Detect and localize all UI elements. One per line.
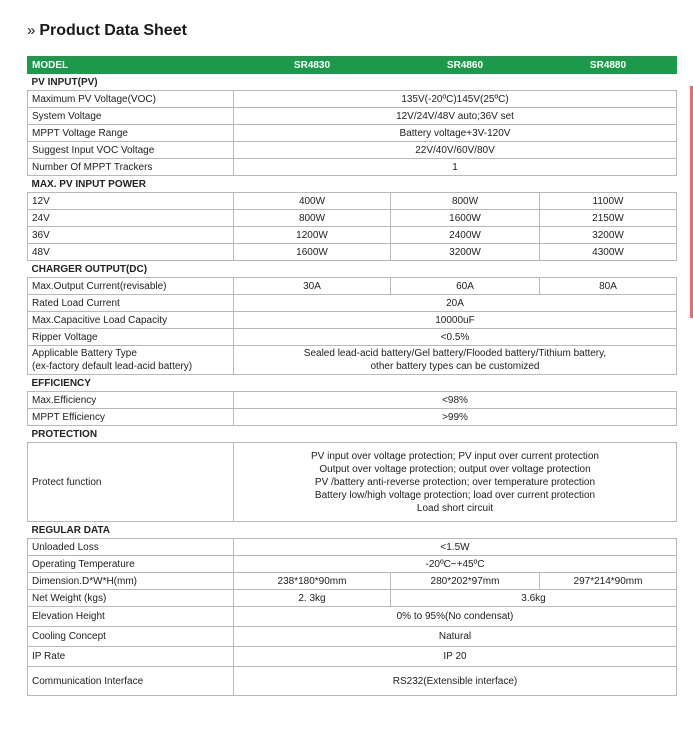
table-row — [28, 244, 677, 261]
table-row — [28, 392, 677, 409]
header-model: SR4830 — [234, 57, 391, 74]
row-value: Battery voltage+3V-120V — [234, 125, 677, 142]
row-value: -20ºC~+45ºC — [234, 556, 677, 573]
section-header-row — [28, 522, 677, 539]
row-value — [234, 346, 677, 375]
row-label: 12V — [28, 193, 234, 210]
row-label: Number Of MPPT Trackers — [28, 159, 234, 176]
row-label: Max.Efficiency — [28, 392, 234, 409]
section-header-row — [28, 375, 677, 392]
section-title: REGULAR DATA — [28, 522, 677, 539]
battery-type-value-line: other battery types can be customized — [370, 361, 540, 372]
table-row — [28, 108, 677, 125]
table-row — [28, 647, 677, 667]
row-value: 1600W — [234, 244, 391, 261]
table-row — [28, 443, 677, 522]
row-value: 280*202*97mm — [391, 573, 540, 590]
table-row — [28, 346, 677, 375]
section-header-row — [28, 74, 677, 91]
table-row — [28, 125, 677, 142]
row-value: 60A — [391, 278, 540, 295]
row-value: 297*214*90mm — [540, 573, 677, 590]
chevron-right-icon: » — [27, 22, 36, 39]
section-title: PV INPUT(PV) — [28, 74, 677, 91]
row-value: 2. 3kg — [234, 590, 391, 607]
section-header-row — [28, 426, 677, 443]
protection-line: Output over voltage protection; output over voltage protection — [319, 463, 591, 475]
table-row — [28, 142, 677, 159]
row-label: Max.Capacitive Load Capacity — [28, 312, 234, 329]
table-row — [28, 193, 677, 210]
table-row — [28, 210, 677, 227]
row-label: Max.Output Current(revisable) — [28, 278, 234, 295]
row-value: 800W — [391, 193, 540, 210]
table-row — [28, 556, 677, 573]
table-row — [28, 329, 677, 346]
table-row — [28, 590, 677, 607]
protection-line: Load short circuit — [416, 502, 494, 514]
row-label: Operating Temperature — [28, 556, 234, 573]
row-label: IP Rate — [28, 647, 234, 667]
row-label: Communication Interface — [28, 667, 234, 696]
row-value: IP 20 — [234, 647, 677, 667]
row-label: Protect function — [28, 443, 234, 522]
battery-type-label-line: Applicable Battery Type — [32, 348, 137, 359]
row-value: 1100W — [540, 193, 677, 210]
table-row — [28, 91, 677, 108]
row-value: 1600W — [391, 210, 540, 227]
battery-type-value-line: Sealed lead-acid battery/Gel battery/Flooded battery/Tithium battery, — [303, 348, 607, 359]
table-row — [28, 295, 677, 312]
row-label: Net Weight (kgs) — [28, 590, 234, 607]
section-title: EFFICIENCY — [28, 375, 677, 392]
row-value: <0.5% — [234, 329, 677, 346]
row-value: 4300W — [540, 244, 677, 261]
row-label: Unloaded Loss — [28, 539, 234, 556]
row-label: MPPT Voltage Range — [28, 125, 234, 142]
row-value: 20A — [234, 295, 677, 312]
row-label: MPPT Efficiency — [28, 409, 234, 426]
row-value: 135V(-20ºC)145V(25ºC) — [234, 91, 677, 108]
row-label: Ripper Voltage — [28, 329, 234, 346]
section-header-row — [28, 261, 677, 278]
protection-line: PV input over voltage protection; PV input over current protection — [311, 450, 599, 462]
row-label: Dimension.D*W*H(mm) — [28, 573, 234, 590]
table-row — [28, 607, 677, 627]
row-value: 800W — [234, 210, 391, 227]
header-model-label: MODEL — [28, 57, 234, 74]
row-value: 80A — [540, 278, 677, 295]
row-value: RS232(Extensible interface) — [234, 667, 677, 696]
row-value: 3200W — [391, 244, 540, 261]
row-value: 2400W — [391, 227, 540, 244]
table-row — [28, 627, 677, 647]
header-model: SR4880 — [540, 57, 677, 74]
row-value: 3.6kg — [391, 590, 677, 607]
row-value: 238*180*90mm — [234, 573, 391, 590]
section-title: MAX. PV INPUT POWER — [28, 176, 677, 193]
row-label: System Voltage — [28, 108, 234, 125]
product-data-table — [27, 56, 677, 696]
row-label: Maximum PV Voltage(VOC) — [28, 91, 234, 108]
row-value: 3200W — [540, 227, 677, 244]
table-row — [28, 278, 677, 295]
row-label: 48V — [28, 244, 234, 261]
row-label: Cooling Concept — [28, 627, 234, 647]
row-value: 1200W — [234, 227, 391, 244]
header-model: SR4860 — [391, 57, 540, 74]
page-title — [27, 22, 187, 40]
table-row — [28, 227, 677, 244]
row-label: 36V — [28, 227, 234, 244]
section-title: CHARGER OUTPUT(DC) — [28, 261, 677, 278]
row-label — [28, 346, 234, 375]
page-title-text: Product Data Sheet — [39, 22, 187, 39]
row-label: Rated Load Current — [28, 295, 234, 312]
row-value — [234, 443, 677, 522]
row-value: 10000uF — [234, 312, 677, 329]
row-label: 24V — [28, 210, 234, 227]
row-value: >99% — [234, 409, 677, 426]
table-row — [28, 573, 677, 590]
table-row — [28, 159, 677, 176]
section-title: PROTECTION — [28, 426, 677, 443]
row-label: Suggest Input VOC Voltage — [28, 142, 234, 159]
row-value: 12V/24V/48V auto;36V set — [234, 108, 677, 125]
protection-line: Battery low/high voltage protection; load over current protection — [314, 489, 596, 501]
table-row — [28, 539, 677, 556]
row-value: 30A — [234, 278, 391, 295]
table-row — [28, 312, 677, 329]
row-value: <98% — [234, 392, 677, 409]
battery-type-label-line: (ex-factory default lead-acid battery) — [32, 361, 193, 372]
section-header-row — [28, 176, 677, 193]
row-value: 0% to 95%(No condensat) — [234, 607, 677, 627]
protection-line: PV /battery anti-reverse protection; over temperature protection — [314, 476, 596, 488]
table-row — [28, 409, 677, 426]
row-value: 2150W — [540, 210, 677, 227]
table-header-row — [28, 57, 677, 74]
row-value: 22V/40V/60V/80V — [234, 142, 677, 159]
row-value: 400W — [234, 193, 391, 210]
row-label: Elevation Height — [28, 607, 234, 627]
row-value: Natural — [234, 627, 677, 647]
table-row — [28, 667, 677, 696]
row-value: <1.5W — [234, 539, 677, 556]
row-value: 1 — [234, 159, 677, 176]
